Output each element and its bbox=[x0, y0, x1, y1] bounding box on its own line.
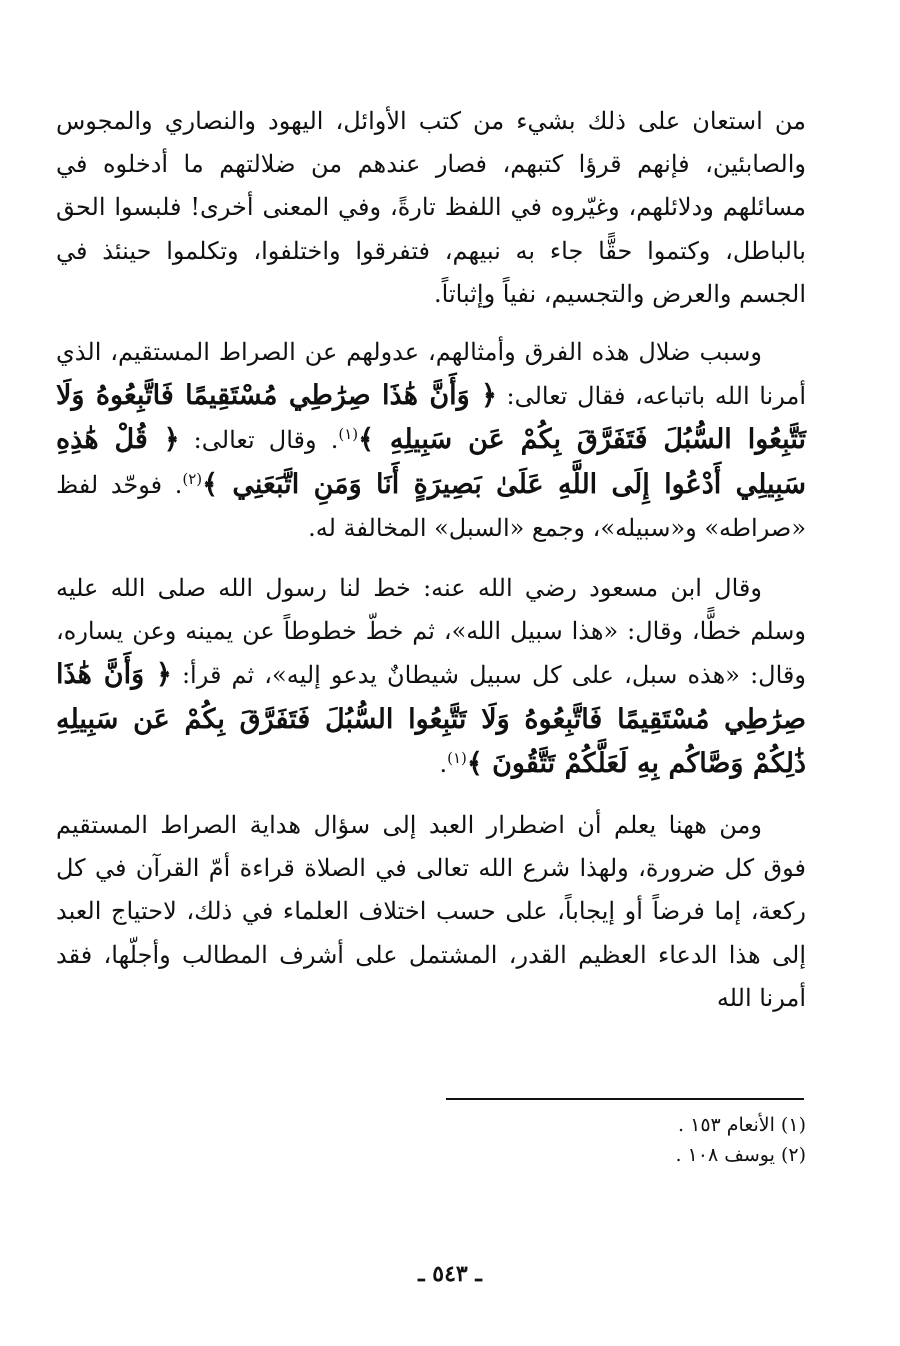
quran-verse-anam: ﴿ وَأَنَّ هَٰذَا صِرَٰطِي مُسْتَقِيمًا فَاتَّبِعُوهُ وَلَا تَتَّبِعُوا السُّبُلَ فَتَفَرَّقَ بِكُمْ عَن سَبِيلِهِ ﴾ bbox=[56, 380, 806, 456]
paragraph-3-text-b: . bbox=[439, 749, 448, 778]
paragraph-2 bbox=[56, 331, 806, 550]
paragraph-2-text-a: وسبب ضلال هذه الفرق وأمثالهم، عدولهم عن الصراط المستقيم، الذي أمرنا الله باتباعه، فقال تعالى: bbox=[56, 338, 806, 411]
footnote-1: (١) الأنعام ١٥٣ . bbox=[678, 1114, 806, 1136]
footnote-ref-1: (١) bbox=[338, 425, 359, 444]
paragraph-3-text-a: وقال ابن مسعود رضي الله عنه: خط لنا رسول الله صلى الله عليه وسلم خطًّا، وقال: «هذا سبيل الله»، ثم خطّ خطوطاً عن يمينه وعن يساره، وقال: «هذه سبل، على كل سبيل شيطانٌ يدعو إليه»، ثم قرأ: bbox=[56, 574, 806, 690]
paragraph-2-text-c: . فوحّد لفظ «صراطه» و«سبيله»، وجمع «السبل» المخالفة له. bbox=[56, 470, 806, 542]
quran-verse-anam-full: ﴿ وَأَنَّ هَٰذَا صِرَٰطِي مُسْتَقِيمًا فَاتَّبِعُوهُ وَلَا تَتَّبِعُوا السُّبُلَ فَتَفَرَّقَ بِكُمْ عَن سَبِيلِهِ ذَٰلِكُمْ وَصَّاكُم بِهِ لَعَلَّكُمْ تَتَّقُونَ ﴾ bbox=[56, 659, 806, 779]
paragraph-1: من استعان على ذلك بشيء من كتب الأوائل، اليهود والنصاري والمجوس والصابئين، فإنهم قرؤا كتبهم، فصار عندهم من ضلالتهم ما أدخلوه في مسائلهم ودلائلهم، وغيّروه في اللفظ تارةً، وفي المعنى أخرى! فلبسوا الحق بالباطل، وكتموا حقًّا جاء به نبيهم، فتفرقوا واختلفوا، وتكلموا حينئذ في الجسم والعرض والتجسيم، نفياً وإثباتاً. bbox=[56, 107, 806, 308]
footnote-divider bbox=[446, 1098, 804, 1100]
footnote-2: (٢) يوسف ١٠٨ . bbox=[675, 1144, 806, 1166]
paragraph-4: ومن ههنا يعلم أن اضطرار العبد إلى سؤال هداية الصراط المستقيم فوق كل ضرورة، ولهذا شرع الله تعالى في الصلاة قراءة أمّ القرآن في كل ركعة، إما فرضاً أو إيجاباً، على حسب اختلاف العلماء في ذلك، لاحتياج العبد إلى هذا الدعاء العظيم القدر، المشتمل على أشرف المطالب وأجلّها، فقد أمرنا الله bbox=[56, 811, 807, 1012]
footnotes bbox=[446, 1110, 806, 1170]
footnote-ref-3: (١) bbox=[447, 748, 467, 767]
page-number: ـ ٥٤٣ ـ bbox=[418, 1261, 482, 1287]
footnote-ref-2: (٢) bbox=[182, 469, 203, 488]
paragraph-3 bbox=[56, 567, 806, 786]
quran-verse-yusuf: ﴿ قُلْ هَٰذِهِ سَبِيلِي أَدْعُوا إِلَى اللَّهِ عَلَىٰ بَصِيرَةٍ أَنَا وَمَنِ اتَّبَعَنِي ﴾ bbox=[56, 424, 806, 500]
paragraph-2-text-b: . وقال تعالى: bbox=[193, 426, 339, 455]
page-body bbox=[56, 100, 806, 1020]
